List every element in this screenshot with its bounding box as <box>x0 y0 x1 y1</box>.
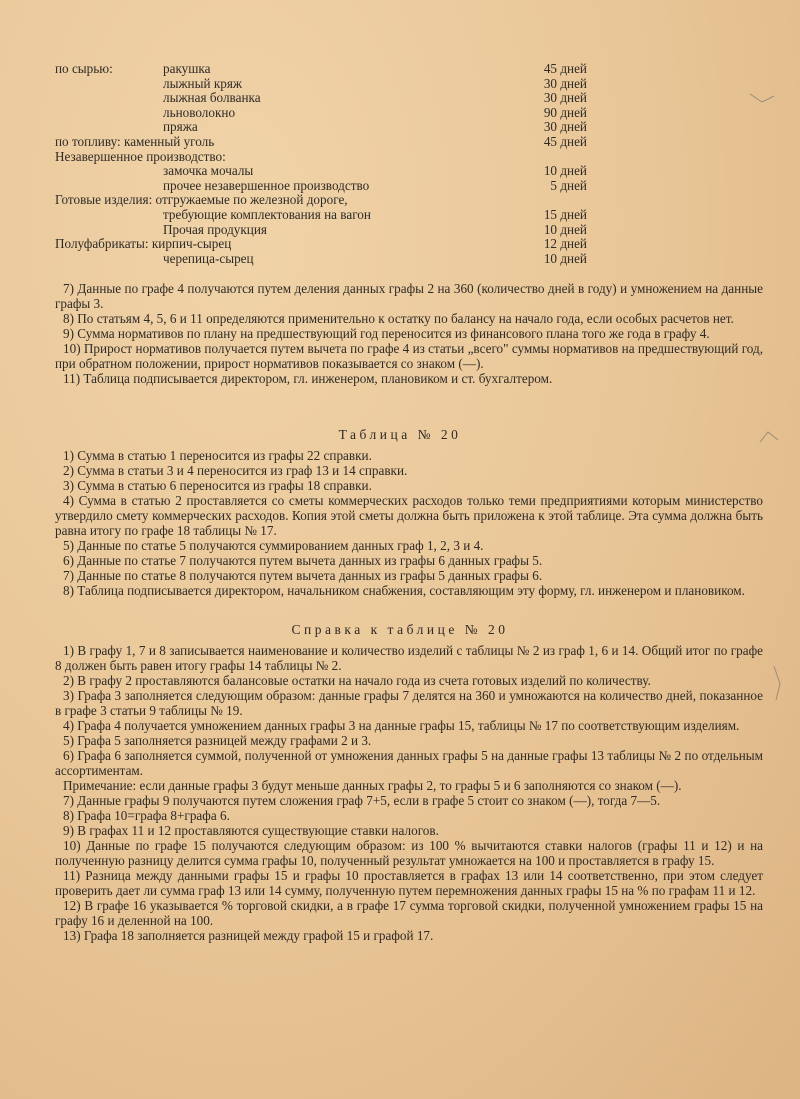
norm-item: пряжа <box>163 119 198 135</box>
norm-row <box>55 91 595 106</box>
note-paragraph: 5) Данные по статье 5 получаются суммированием данных граф 1, 2, 3 и 4. <box>63 538 484 553</box>
reference-heading: Справка к таблице № 20 <box>291 622 509 637</box>
note-paragraph: 11) Разница между данными графы 15 и графы 10 проставляется в графах 13 или 14 соответственно, при этом следует проверить дает ли сумма граф 13 или 14 сумму, полученную путем перемножения данных графы 15 на % по графам 11 и 12. <box>55 868 763 898</box>
note-paragraph: 3) Сумма в статью 6 переносится из графы 18 справки. <box>63 478 372 493</box>
note-paragraph: 13) Графа 18 заполняется разницей между графой 15 и графой 17. <box>63 928 434 943</box>
note-paragraph: 7) Данные по графе 4 получаются путем деления данных графы 2 на 360 (количество дней в году) и умножением на данные графы 3. <box>55 281 763 311</box>
note-paragraph: 8) Таблица подписывается директором, начальником снабжения, составляющим эту форму, гл. инженером и плановиком. <box>63 583 745 598</box>
norm-value: 45 дней <box>543 133 587 149</box>
norm-row <box>55 106 595 121</box>
norm-row <box>55 179 595 194</box>
note-paragraph: 3) Графа 3 заполняется следующим образом: данные графы 7 делятся на 360 и умножаются на количество дней, показанное в графе 3 статьи 9 таблицы № 19. <box>55 688 763 718</box>
note-paragraph: 6) Графа 6 заполняется суммой, полученной от умножения данных графы 5 на данные графы 13 таблицы № 2 по отдельным ассортиментам. <box>55 748 763 778</box>
table-20-heading: Таблица № 20 <box>338 427 462 442</box>
norm-label: по сырью: <box>55 61 113 76</box>
note-paragraph: 4) Сумма в статью 2 проставляется со сметы коммерческих расходов только теми предприятиями которым министерство утвердило смету коммерческих расходов. Копия этой сметы должна быть приложена к этой таблице. Эта сумма должна быть равна итогу по графе 18 таблицы № 17. <box>55 493 763 538</box>
norm-row <box>55 164 595 179</box>
note-paragraph: Примечание: если данные графы 3 будут меньше данных графы 2, то графы 5 и 6 заполняются со знаком (—). <box>63 778 682 793</box>
norm-row <box>55 208 595 223</box>
note-paragraph: 8) По статьям 4, 5, 6 и 11 определяются применительно к остатку по балансу на начало года, если особых расчетов нет. <box>63 311 734 326</box>
note-paragraph: 7) Данные графы 9 получаются путем сложения граф 7+5, если в графе 5 стоит со знаком (—), тогда 7—5. <box>63 793 661 808</box>
note-paragraph: 6) Данные по статье 7 получаются путем вычета данных из графы 6 данных графы 5. <box>63 553 543 568</box>
norm-row <box>55 223 595 238</box>
note-paragraph: 2) В графу 2 проставляются балансовые остатки на начало года из счета готовых изделий по количеству. <box>63 673 651 688</box>
norm-item: замочка мочалы <box>163 163 254 179</box>
norm-value: 90 дней <box>543 104 587 120</box>
note-paragraph: 10) Прирост нормативов получается путем вычета по графе 4 из статьи „всего" суммы нормативов на предшествующий год, при обратном положении, прирост нормативов показывается со знаком (—). <box>55 341 763 371</box>
norm-label: Готовые изделия: отгружаемые по железной дороге, <box>55 192 348 208</box>
norm-row <box>55 77 595 92</box>
norms-list <box>55 62 595 266</box>
note-paragraph: 11) Таблица подписывается директором, гл. инженером, плановиком и ст. бухгалтером. <box>63 371 553 386</box>
norm-item: прочее незавершенное производство <box>163 177 370 193</box>
note-paragraph: 10) Данные по графе 15 получаются следующим образом: из 100 % вычитаются ставки налогов (графы 11 и 12) и на полученную разницу делится сумма графы 10, полученный результат умножается на 100 и проставляется в графу 15. <box>55 838 763 868</box>
norm-value: 30 дней <box>543 90 587 106</box>
norm-item: ракушка <box>163 61 211 76</box>
norm-label: Полуфабрикаты: кирпич-сырец <box>55 236 232 252</box>
note-paragraph: 1) В графу 1, 7 и 8 записывается наименование и количество изделий с таблицы № 2 из граф 1, 6 и 14. Общий итог по графе 8 должен быть равен итогу графы 14 таблицы № 2. <box>55 643 763 673</box>
norm-value: 10 дней <box>543 250 587 266</box>
norm-item: Прочая продукция <box>163 221 267 237</box>
note-paragraph: 12) В графе 16 указывается % торговой скидки, а в графе 17 сумма торговой скидки, полученной умножением графы 15 на графу 16 и деленной на 100. <box>55 898 763 928</box>
paper-scratch-mark <box>748 90 778 110</box>
note-paragraph: 4) Графа 4 получается умножением данных графы 3 на данные графы 15, таблицы № 17 по соответствующим изделиям. <box>63 718 740 733</box>
norm-item: лыжная болванка <box>163 90 261 106</box>
norm-item: льноволокно <box>163 104 236 120</box>
norm-row <box>55 150 595 165</box>
norm-item: требующие комплектования на вагон <box>163 206 371 222</box>
norm-value: 15 дней <box>543 206 587 222</box>
norm-row <box>55 62 595 77</box>
norm-value: 10 дней <box>543 221 587 237</box>
paper-scratch-mark <box>756 428 786 448</box>
norm-value: 30 дней <box>543 75 587 91</box>
table-19-notes <box>55 281 763 386</box>
reference-notes <box>55 643 763 943</box>
norm-value: 12 дней <box>543 236 587 252</box>
note-paragraph: 9) Сумма нормативов по плану на предшествующий год переносится из финансового плана того же года в графу 4. <box>63 326 710 341</box>
norm-row <box>55 237 595 252</box>
norm-row <box>55 120 595 135</box>
norm-item: лыжный кряж <box>163 75 243 91</box>
norm-value: 5 дней <box>550 177 587 193</box>
note-paragraph: 5) Графа 5 заполняется разницей между графами 2 и 3. <box>63 733 372 748</box>
norm-row <box>55 135 595 150</box>
note-paragraph: 1) Сумма в статью 1 переносится из графы 22 справки. <box>63 448 372 463</box>
norm-value: 45 дней <box>543 61 587 76</box>
table-20-notes <box>55 448 763 598</box>
norm-row <box>55 252 595 267</box>
note-paragraph: 8) Графа 10=графа 8+графа 6. <box>63 808 230 823</box>
paper-scratch-mark <box>770 664 796 704</box>
norm-value: 10 дней <box>543 163 587 179</box>
norm-label: по топливу: каменный уголь <box>55 133 215 149</box>
norm-value: 30 дней <box>543 119 587 135</box>
norm-label: Незавершенное производство: <box>55 148 226 164</box>
note-paragraph: 9) В графах 11 и 12 проставляются существующие ставки налогов. <box>63 823 439 838</box>
note-paragraph: 2) Сумма в статьи 3 и 4 переносится из граф 13 и 14 справки. <box>63 463 408 478</box>
norm-item: черепица-сырец <box>163 250 254 266</box>
norm-row <box>55 193 595 208</box>
note-paragraph: 7) Данные по статье 8 получаются путем вычета данных из графы 5 данных графы 6. <box>63 568 543 583</box>
